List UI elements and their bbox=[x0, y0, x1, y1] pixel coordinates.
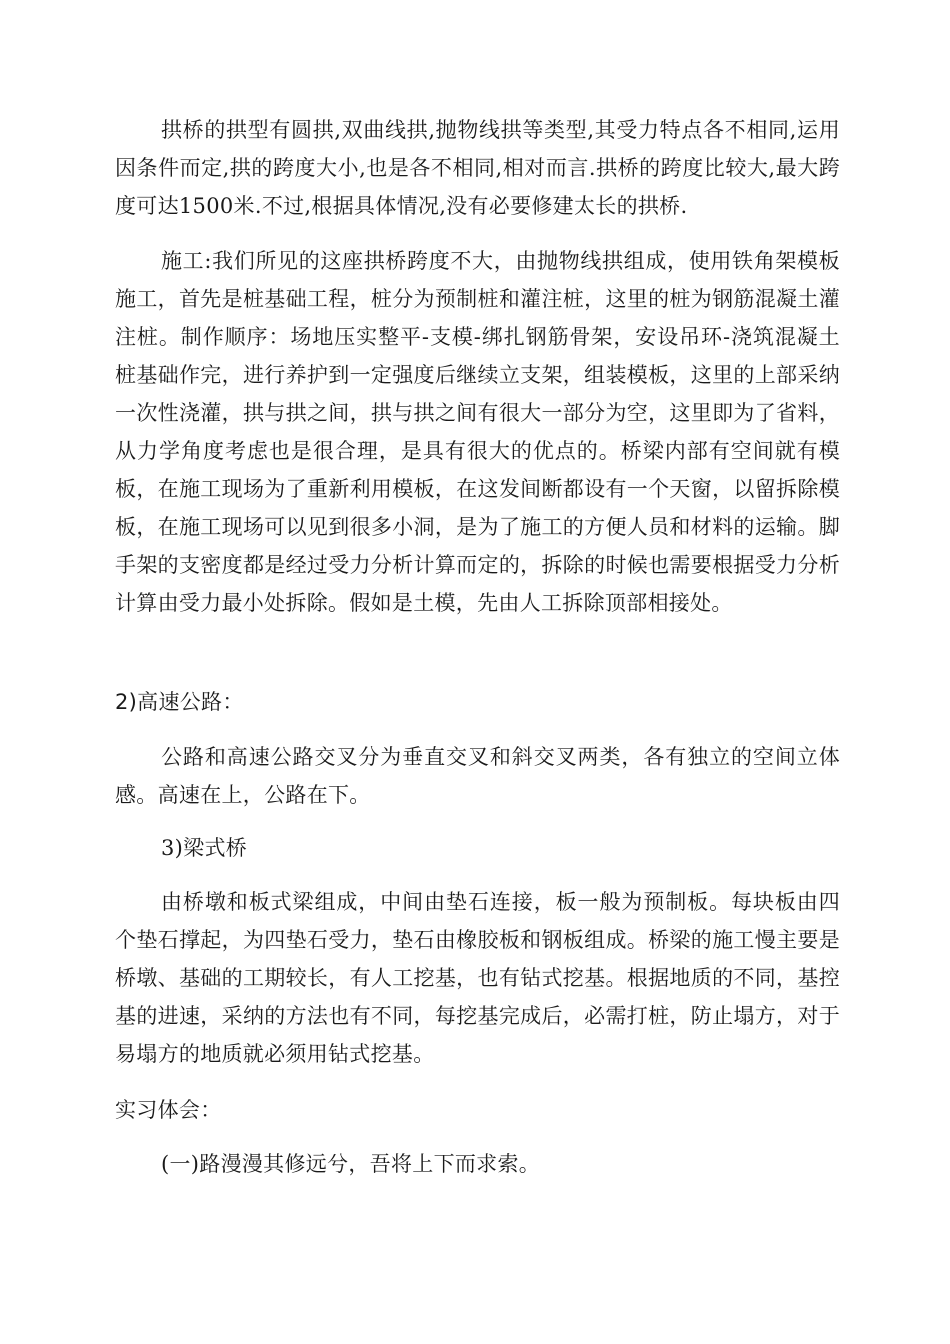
paragraph-experience-first: (一)路漫漫其修远兮，吾将上下而求索。 bbox=[161, 1152, 541, 1176]
heading-beam-bridge: 3)梁式桥 bbox=[161, 836, 248, 860]
heading-experience: 实习体会： bbox=[115, 1098, 222, 1122]
paragraph-highway: 公路和高速公路交叉分为垂直交叉和斜交叉两类，各有独立的空间立体感。高速在上，公路在下。 bbox=[115, 745, 840, 807]
heading-highway: 2)高速公路： bbox=[115, 690, 244, 714]
paragraph-arch-types: 拱桥的拱型有圆拱,双曲线拱,抛物线拱等类型,其受力特点各不相同,运用因条件而定,拱的跨度大小,也是各不相同,相对而言.拱桥的跨度比较大,最大跨度可达1500米.不过,根据具体情况,没有必要修建太长的拱桥. bbox=[115, 118, 840, 218]
paragraph-beam-bridge: 由桥墩和板式梁组成，中间由垫石连接，板一般为预制板。每块板由四个垫石撑起，为四垫石受力，垫石由橡胶板和钢板组成。桥梁的施工慢主要是桥墩、基础的工期较长，有人工挖基，也有钻式挖基。根据地质的不同，基控基的进速，采纳的方法也有不同，每挖基完成后，必需打桩，防止塌方，对于易塌方的地质就必须用钻式挖基。 bbox=[115, 890, 840, 1066]
paragraph-construction: 施工:我们所见的这座拱桥跨度不大，由抛物线拱组成，使用铁角架模板施工，首先是桩基础工程，桩分为预制桩和灌注桩，这里的桩为钢筋混凝土灌注桩。制作顺序：场地压实整平-支模-绑扎钢筋骨架，安设吊环-浇筑混凝土桩基础作完，进行养护到一定强度后继续立支架，组装模板，这里的上部采纳一次性浇灌，拱与拱之间，拱与拱之间有很大一部分为空，这里即为了省料，从力学角度考虑也是很合理，是具有很大的优点的。桥梁内部有空间就有模板，在施工现场为了重新利用模板，在这发间断都设有一个天窗，以留拆除模板，在施工现场可以见到很多小洞，是为了施工的方便人员和材料的运输。脚手架的支密度都是经过受力分析计算而定的，拆除的时候也需要根据受力分析计算由受力最小处拆除。假如是土模，先由人工拆除顶部相接处。 bbox=[115, 249, 840, 615]
